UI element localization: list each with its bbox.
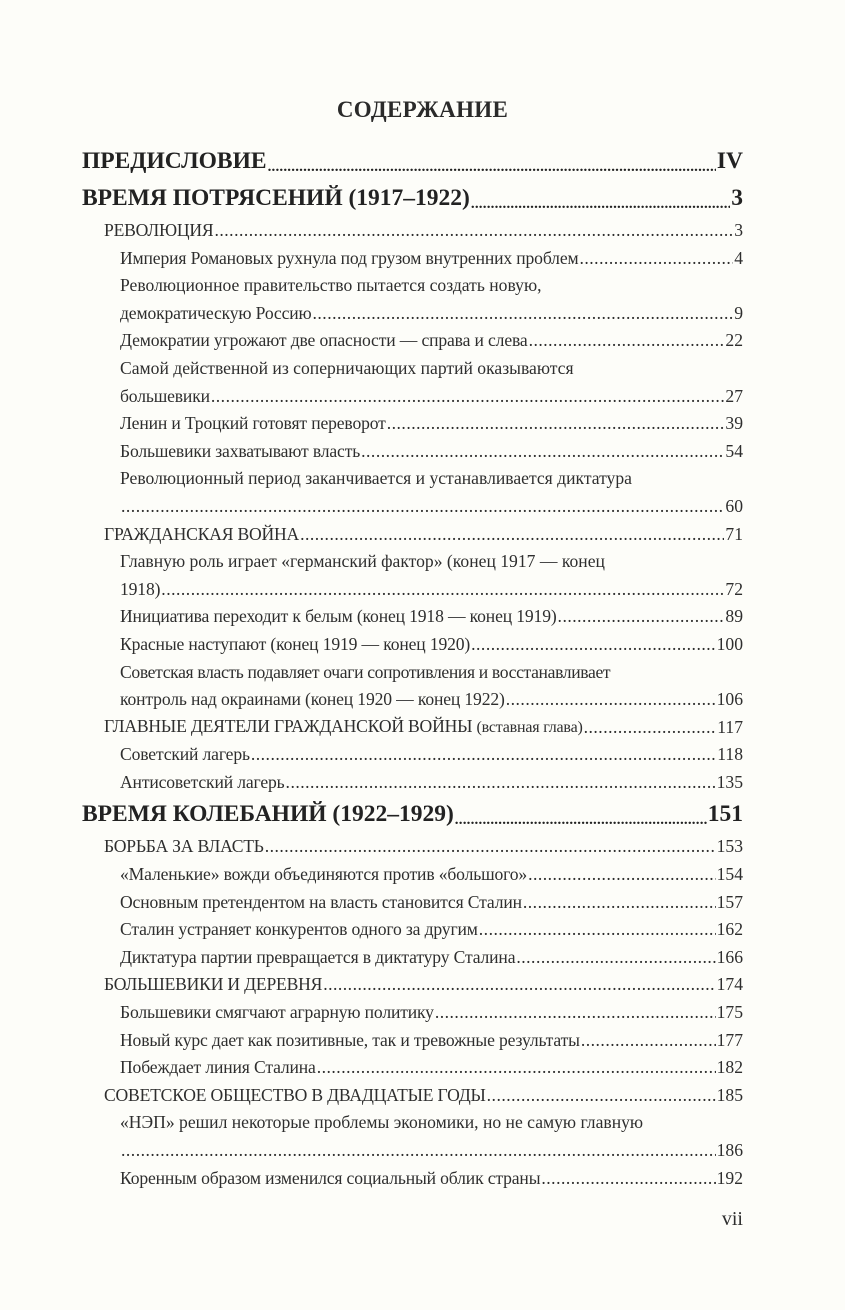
toc-entry-title bbox=[120, 769, 285, 797]
toc-entry-page: 27 bbox=[725, 385, 743, 406]
toc-entry-title-text: Советский лагерь bbox=[120, 744, 250, 765]
toc-entry-title-text: Инициатива переходит к белым (конец 1918 — конец 1919) bbox=[120, 606, 557, 627]
toc-entry-page: 175 bbox=[716, 1002, 743, 1023]
toc-entry-title bbox=[120, 438, 360, 466]
toc-entry-title-text: БОРЬБА ЗА ВЛАСТЬ bbox=[104, 836, 264, 857]
page-number: vii bbox=[721, 1208, 743, 1230]
toc-entry-title bbox=[120, 631, 470, 659]
toc-entry-title bbox=[120, 686, 505, 714]
toc-section-entry[interactable] bbox=[82, 410, 743, 438]
toc-section-entry[interactable] bbox=[82, 999, 743, 1027]
toc-entry-page: 3 bbox=[734, 220, 743, 240]
toc-entry-page: 174 bbox=[716, 974, 743, 995]
toc-entry-title-text: ВРЕМЯ ПОТРЯСЕНИЙ (1917–1922) bbox=[82, 185, 470, 211]
toc-entry-page: IV bbox=[716, 148, 743, 174]
dot-leader bbox=[479, 916, 716, 944]
toc-entry-title-text: Диктатура партии превращается в диктатуру Сталина bbox=[120, 946, 516, 967]
dot-leader bbox=[214, 217, 733, 245]
toc-entry-page: 71 bbox=[725, 523, 743, 544]
toc-entry-title-text: Новый курс дает как позитивные, так и тревожные результаты bbox=[120, 1029, 580, 1050]
dot-leader bbox=[265, 833, 716, 861]
toc-chapter-entry[interactable] bbox=[82, 714, 743, 742]
toc-entry-title-text: Империя Романовых рухнула под грузом внутренних проблем bbox=[120, 247, 579, 268]
toc-section-entry[interactable] bbox=[82, 300, 743, 328]
toc-entry-title bbox=[82, 796, 454, 833]
dot-leader bbox=[529, 327, 725, 355]
toc-chapter-entry[interactable] bbox=[82, 971, 743, 999]
toc-entry-title-line: «НЭП» решил некоторые проблемы экономики, но не самую главную bbox=[120, 1112, 644, 1133]
toc-section-entry[interactable] bbox=[82, 1137, 743, 1165]
dot-leader bbox=[581, 1027, 716, 1055]
toc-entry-title-text: СОВЕТСКОЕ ОБЩЕСТВО В ДВАДЦАТЫЕ ГОДЫ bbox=[104, 1084, 486, 1105]
toc-entry-page: 118 bbox=[717, 744, 743, 765]
toc-chapter-entry[interactable] bbox=[82, 217, 743, 245]
toc-section-entry[interactable] bbox=[82, 631, 743, 659]
toc-entry-page: 162 bbox=[716, 919, 743, 940]
dot-leader bbox=[471, 191, 730, 217]
table-of-contents bbox=[82, 143, 743, 1192]
dot-leader bbox=[313, 300, 734, 328]
toc-entry-title-line: Главную роль играет «германский фактор» (конец 1917 — конец bbox=[120, 551, 605, 572]
toc-entry-title-text: Ленин и Троцкий готовят переворот bbox=[120, 413, 386, 434]
toc-entry-title bbox=[82, 180, 470, 217]
toc-entry-page: 153 bbox=[716, 836, 743, 857]
toc-entry-title-text: РЕВОЛЮЦИЯ bbox=[104, 220, 214, 240]
toc-section-entry[interactable] bbox=[82, 861, 743, 889]
toc-entry-note: (вставная глава) bbox=[476, 718, 583, 736]
toc-entry-page: 151 bbox=[707, 801, 743, 828]
toc-section-entry[interactable] bbox=[82, 944, 743, 972]
toc-entry-title-line: Революционное правительство пытается создать новую, bbox=[120, 275, 542, 296]
dot-leader bbox=[161, 576, 724, 604]
toc-entry-page: 192 bbox=[716, 1167, 743, 1188]
toc-entry-title bbox=[120, 383, 210, 411]
toc-entry-title bbox=[104, 1082, 486, 1110]
toc-entry-page: 4 bbox=[734, 247, 743, 268]
toc-entry-title-text: Побеждает линия Сталина bbox=[120, 1057, 316, 1078]
toc-entry-page: 186 bbox=[716, 1140, 743, 1160]
toc-entry-title bbox=[120, 245, 578, 273]
toc-entry-title-text: Большевики захватывают власть bbox=[120, 440, 361, 461]
toc-chapter-entry[interactable] bbox=[82, 833, 743, 861]
toc-section-entry[interactable] bbox=[82, 438, 743, 466]
toc-part-entry[interactable] bbox=[82, 143, 743, 180]
toc-entry-page: 182 bbox=[716, 1057, 743, 1078]
dot-leader bbox=[211, 383, 725, 411]
toc-section-entry[interactable] bbox=[82, 603, 743, 631]
dot-leader bbox=[268, 154, 716, 180]
dot-leader bbox=[516, 944, 715, 972]
dot-leader bbox=[286, 769, 716, 797]
toc-entry-title-text: ВРЕМЯ КОЛЕБАНИЙ (1922–1929) bbox=[82, 801, 454, 828]
dot-leader bbox=[471, 631, 715, 659]
dot-leader bbox=[584, 714, 717, 742]
dot-leader bbox=[361, 438, 724, 466]
toc-entry-page: 54 bbox=[725, 440, 743, 461]
toc-section-entry[interactable] bbox=[82, 741, 743, 769]
toc-entry-title bbox=[104, 217, 213, 245]
toc-entry-title-text: демократическую Россию bbox=[120, 302, 312, 323]
toc-entry-title bbox=[120, 861, 527, 889]
toc-entry-title bbox=[120, 300, 312, 328]
toc-part-entry[interactable] bbox=[82, 796, 743, 833]
dot-leader bbox=[251, 741, 716, 769]
dot-leader bbox=[579, 245, 733, 273]
toc-section-entry[interactable] bbox=[82, 576, 743, 604]
toc-entry-title-text: ГРАЖДАНСКАЯ ВОЙНА bbox=[104, 523, 300, 544]
toc-entry-title-text: контроль над окраинами (конец 1920 — конец 1922) bbox=[120, 689, 505, 710]
toc-entry-title bbox=[104, 714, 583, 742]
toc-section-entry[interactable] bbox=[82, 769, 743, 797]
toc-section-entry[interactable] bbox=[82, 383, 743, 411]
dot-leader bbox=[323, 971, 715, 999]
toc-entry-page: 185 bbox=[716, 1084, 743, 1105]
toc-entry-title-line: Революционный период заканчивается и устанавливается диктатура bbox=[120, 468, 632, 489]
toc-entry-title-text: ГЛАВНЫЕ ДЕЯТЕЛИ ГРАЖДАНСКОЙ ВОЙНЫ bbox=[104, 715, 473, 736]
toc-entry-title-text: Антисоветский лагерь bbox=[120, 771, 285, 792]
toc-entry-title-text: БОЛЬШЕВИКИ И ДЕРЕВНЯ bbox=[104, 974, 323, 995]
toc-section-entry[interactable] bbox=[82, 1027, 743, 1055]
toc-entry-page: 117 bbox=[717, 716, 743, 737]
toc-entry-title-text: Сталин устраняет конкурентов одного за другим bbox=[120, 919, 478, 940]
toc-entry-page: 39 bbox=[725, 413, 743, 434]
toc-entry-title bbox=[104, 521, 299, 549]
toc-section-entry[interactable] bbox=[82, 889, 743, 917]
toc-entry-title-line: Советская власть подавляет очаги сопротивления и восстанавливает bbox=[120, 661, 611, 682]
toc-entry-title-text: Красные наступают (конец 1919 — конец 1920) bbox=[120, 633, 471, 654]
toc-section-entry[interactable] bbox=[82, 493, 743, 521]
toc-entry-title bbox=[120, 741, 250, 769]
toc-entry-title bbox=[104, 833, 264, 861]
dot-leader bbox=[487, 1082, 716, 1110]
toc-entry-title bbox=[120, 999, 434, 1027]
toc-entry-page: 154 bbox=[716, 864, 743, 885]
toc-section-entry[interactable] bbox=[82, 916, 743, 944]
toc-entry-page: 177 bbox=[716, 1029, 743, 1050]
toc-entry-title-text: Основным претендентом на власть становится Сталин bbox=[120, 891, 522, 912]
dot-leader bbox=[387, 410, 725, 438]
toc-chapter-entry[interactable] bbox=[82, 521, 743, 549]
toc-entry-page: 106 bbox=[716, 689, 743, 710]
toc-entry-title bbox=[120, 603, 557, 631]
toc-section-entry[interactable] bbox=[82, 686, 743, 714]
toc-entry-page: 60 bbox=[725, 495, 743, 516]
dot-leader bbox=[300, 521, 724, 549]
dot-leader bbox=[558, 603, 725, 631]
toc-entry-page: 9 bbox=[734, 302, 743, 323]
toc-entry-title bbox=[120, 889, 522, 917]
toc-section-entry[interactable] bbox=[82, 1054, 743, 1082]
toc-entry-title-text: Демократии угрожают две опасности — справа и слева bbox=[120, 330, 528, 351]
toc-part-entry[interactable] bbox=[82, 180, 743, 217]
toc-entry-page: 3 bbox=[731, 185, 743, 211]
toc-entry-page: 72 bbox=[725, 578, 743, 599]
toc-section-entry[interactable] bbox=[82, 245, 743, 273]
toc-entry-title-text: «Маленькие» вожди объединяются против «большого» bbox=[120, 864, 528, 885]
toc-entry-title-text: большевики bbox=[120, 385, 210, 406]
toc-entry-page: 166 bbox=[716, 946, 743, 967]
dot-leader bbox=[121, 1137, 716, 1165]
dot-leader bbox=[528, 861, 716, 889]
toc-entry-page: 100 bbox=[716, 633, 743, 654]
toc-entry-page: 22 bbox=[725, 330, 743, 351]
dot-leader bbox=[317, 1054, 716, 1082]
toc-entry-page: 135 bbox=[716, 771, 743, 792]
toc-entry-title bbox=[120, 410, 386, 438]
toc-entry-title bbox=[120, 576, 160, 604]
toc-entry-title-text: Коренным образом изменился социальный облик страны bbox=[120, 1167, 541, 1188]
toc-entry-title-text: 1918) bbox=[120, 578, 161, 599]
dot-leader bbox=[541, 1165, 715, 1193]
toc-entry-title bbox=[120, 944, 515, 972]
dot-leader bbox=[455, 807, 707, 833]
dot-leader bbox=[506, 686, 716, 714]
toc-entry-title-line: Самой действенной из соперничающих партий оказываются bbox=[120, 357, 574, 378]
page-title: СОДЕРЖАНИЕ bbox=[336, 97, 509, 122]
toc-entry-title bbox=[120, 1027, 580, 1055]
toc-section-entry[interactable] bbox=[82, 1165, 743, 1193]
toc-entry-page: 157 bbox=[716, 891, 743, 912]
dot-leader bbox=[523, 889, 716, 917]
dot-leader bbox=[121, 493, 724, 521]
toc-entry-title bbox=[120, 327, 528, 355]
toc-entry-title bbox=[120, 916, 478, 944]
toc-entry-title bbox=[120, 1165, 540, 1193]
dot-leader bbox=[435, 999, 716, 1027]
toc-entry-title-text: Большевики смягчают аграрную политику bbox=[120, 1002, 434, 1023]
toc-chapter-entry[interactable] bbox=[82, 1082, 743, 1110]
toc-section-entry[interactable] bbox=[82, 327, 743, 355]
toc-entry-title-text: ПРЕДИСЛОВИЕ bbox=[82, 148, 267, 174]
toc-entry-title bbox=[104, 971, 322, 999]
toc-entry-page: 89 bbox=[725, 606, 743, 627]
toc-entry-title bbox=[120, 1054, 316, 1082]
toc-entry-title bbox=[82, 143, 267, 180]
